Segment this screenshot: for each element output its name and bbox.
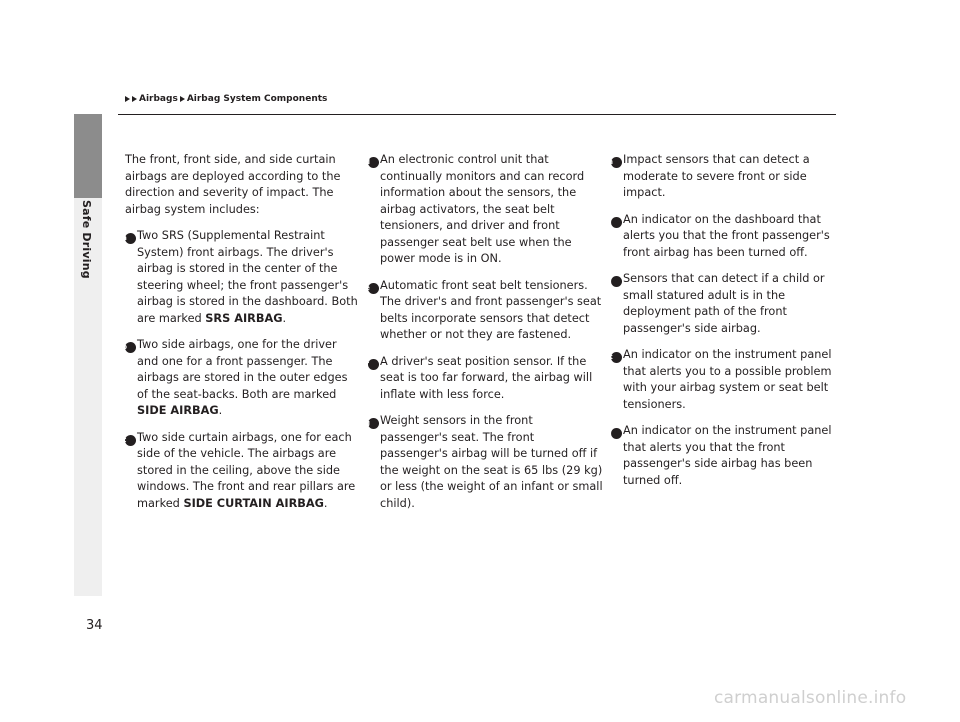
list-item bbox=[365, 354, 603, 404]
list-item bbox=[365, 278, 603, 344]
item-badge-f: f bbox=[368, 359, 379, 370]
column-3 bbox=[608, 152, 846, 499]
breadcrumb-arrow-icon bbox=[125, 96, 130, 102]
item-text: An indicator on the instrument panel that alerts you that the front passenger's side airbag has been turned off. bbox=[623, 424, 832, 487]
item-bold-label: SRS AIRBAG bbox=[205, 311, 283, 325]
list-item: c Two side curtain airbags, one for each side of the vehicle. The airbags are stored in the ceiling, above the side windows. The front and rear pillars are marked SIDE CURTAIN AIRBAG. bbox=[122, 430, 356, 510]
breadcrumb bbox=[125, 94, 329, 104]
item-badge-e: e bbox=[368, 283, 379, 294]
list-item bbox=[608, 347, 846, 413]
item-text: Two SRS (Supplemental Restraint System) front airbags. The driver's airbag is stored in the center of the steering wheel; the front passenger's airbag is stored in the dashboard. Both are marked bbox=[137, 229, 358, 325]
item-badge-g: g bbox=[368, 418, 379, 429]
breadcrumb-item-components: Airbag System Components bbox=[186, 94, 328, 104]
breadcrumb-item-airbags[interactable]: Airbags bbox=[139, 94, 178, 104]
breadcrumb-arrow-icon bbox=[180, 96, 185, 102]
list-item: a Two SRS (Supplemental Restraint System) front airbags. The driver's airbag is stored in the center of the steering wheel; the front passenger's airbag is stored in the dashboard. Both are marked SRS AIRBAG. bbox=[122, 229, 358, 325]
item-text: Two side airbags, one for the driver and one for a front passenger. The airbags are stored in the outer edges of the seat-backs. Both are marked bbox=[137, 338, 348, 401]
section-tab-label: Safe Driving bbox=[80, 200, 93, 279]
item-badge-j: j bbox=[611, 276, 622, 287]
item-badge-c: c bbox=[125, 435, 136, 446]
item-text: Automatic front seat belt tensioners. The driver's and front passenger's seat belts incorporate sensors that detect whether or not they are fastened. bbox=[380, 278, 602, 341]
item-badge-k: k bbox=[611, 352, 622, 363]
list-item bbox=[611, 271, 846, 337]
page-number: 34 bbox=[86, 618, 103, 633]
list-item: b Two side airbags, one for the driver and one for a front passenger. The airbags are stored in the outer edges of the seat-backs. Both are marked SIDE AIRBAG. bbox=[121, 338, 348, 417]
item-badge-d: d bbox=[368, 157, 379, 168]
item-text: A driver's seat position sensor. If the seat is too far forward, the airbag will inflate with less force. bbox=[380, 354, 593, 401]
item-badge-a: a bbox=[125, 233, 136, 244]
watermark: carmanualsonline.info bbox=[714, 688, 907, 708]
list-item bbox=[364, 413, 603, 512]
item-badge-i: i bbox=[611, 217, 622, 228]
column-2 bbox=[364, 152, 603, 522]
header-divider bbox=[118, 114, 836, 115]
item-text: Two side curtain airbags, one for each side of the vehicle. The airbags are stored in the ceiling, above the side windows. The front and rear pillars are marked bbox=[137, 430, 356, 510]
column-1 bbox=[121, 152, 360, 522]
section-tab-marker bbox=[74, 114, 102, 198]
item-badge-b: b bbox=[125, 342, 136, 353]
item-text: An indicator on the dashboard that alerts you that the front passenger's front airbag has been turned off. bbox=[623, 212, 830, 259]
list-item bbox=[611, 423, 846, 489]
item-text: Weight sensors in the front passenger's seat. The front passenger's airbag will be turned off if the weight on the seat is 65 lbs (29 kg) or less (the weight of an infant or small child). bbox=[380, 414, 603, 510]
item-badge-h: h bbox=[611, 157, 622, 168]
breadcrumb-arrow-icon bbox=[132, 96, 137, 102]
item-bold-label: SIDE CURTAIN AIRBAG bbox=[183, 496, 324, 510]
item-text: An electronic control unit that continually monitors and can record information about the sensors, the airbag activators, the seat belt tensioners, and driver and front passenger seat belt use when the power mode is in ON. bbox=[380, 153, 585, 265]
intro-paragraph: The front, front side, and side curtain airbags are deployed according to the direction and severity of impact. The airbag system includes: bbox=[125, 153, 341, 216]
item-bold-label: SIDE AIRBAG bbox=[137, 404, 219, 417]
list-item bbox=[364, 152, 603, 268]
item-text: Impact sensors that can detect a moderate to severe front or side impact. bbox=[623, 153, 810, 199]
list-item bbox=[611, 212, 846, 262]
item-text: An indicator on the instrument panel that alerts you to a possible problem with your airbag system or seat belt tensioners. bbox=[623, 348, 832, 411]
list-item bbox=[608, 152, 846, 202]
item-text: Sensors that can detect if a child or small statured adult is in the deployment path of the front passenger's side airbag. bbox=[623, 272, 825, 335]
item-badge-l: l bbox=[611, 428, 622, 439]
